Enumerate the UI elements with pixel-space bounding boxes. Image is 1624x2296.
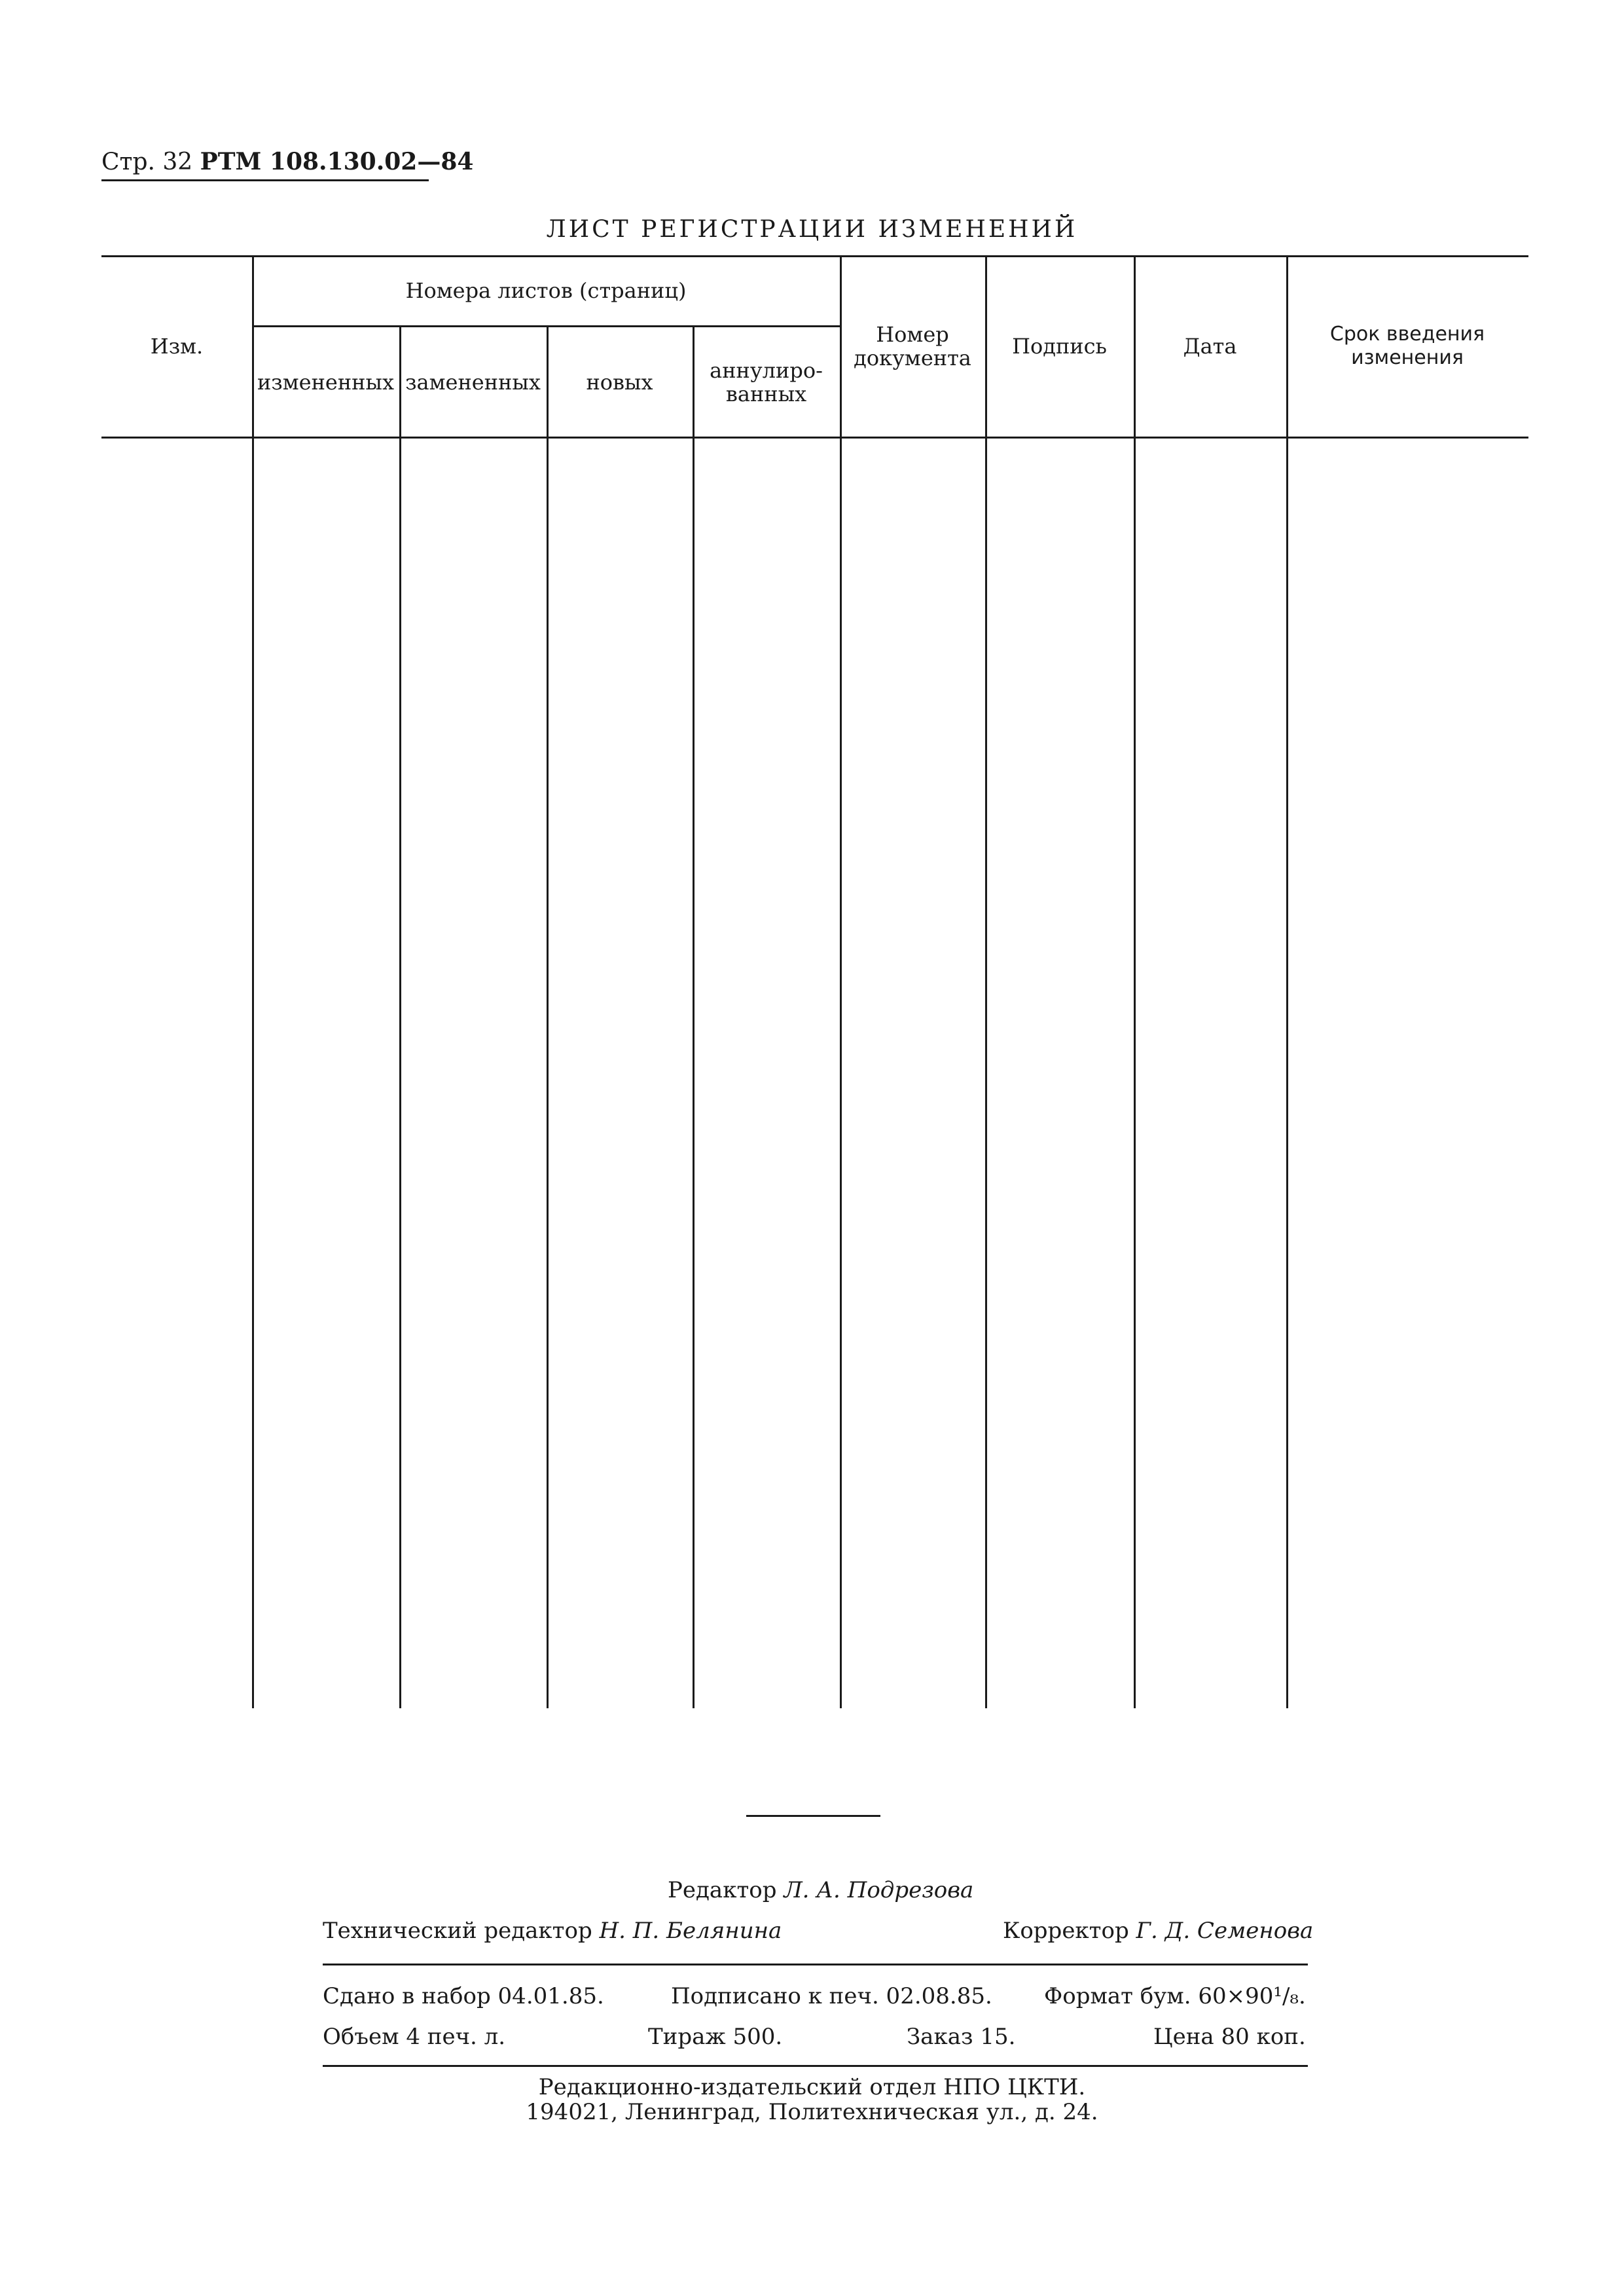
editor-name: Л. А. Подрезова (784, 1877, 974, 1903)
price: Цена 80 коп. (1153, 2024, 1306, 2050)
document-code: РТМ 108.130.02—84 (200, 148, 474, 175)
editor-line (668, 1877, 973, 1903)
header-new: новых (586, 369, 653, 395)
header-underline (101, 179, 429, 181)
header-bottom-rule (101, 437, 1528, 439)
publisher-line-1: Редакционно-издательский отдел НПО ЦКТИ. (538, 2074, 1086, 2100)
print-run: Тираж 500. (648, 2024, 783, 2050)
tech-editor-line (323, 1918, 782, 1944)
imprint-bottom-rule (323, 2065, 1308, 2067)
imprint-top-rule (323, 1964, 1308, 1965)
page-header (101, 148, 473, 175)
order-number: Заказ 15. (907, 2024, 1016, 2050)
separator-rule (746, 1815, 880, 1817)
sheet-title: ЛИСТ РЕГИСТРАЦИИ ИЗМЕНЕНИЙ (546, 216, 1078, 243)
column-divider (547, 325, 549, 1708)
tech-editor-name: Н. П. Белянина (599, 1918, 782, 1944)
tech-editor-label: Технический редактор (323, 1918, 592, 1944)
corrector-line (1003, 1918, 1313, 1944)
publisher-line-2: 194021, Ленинград, Политехническая ул., д. 24. (526, 2099, 1098, 2125)
corrector-name: Г. Д. Семенова (1136, 1918, 1314, 1944)
header-sheet-numbers: Номера листов (страниц) (405, 278, 687, 303)
header-date: Дата (1183, 333, 1237, 359)
column-divider (985, 255, 987, 1708)
header-signature: Подпись (1012, 333, 1107, 359)
column-divider (1286, 255, 1288, 1708)
editor-label: Редактор (668, 1877, 777, 1903)
column-divider (252, 255, 254, 1708)
header-annulled: аннулиро- ванных (710, 357, 823, 406)
column-divider (693, 325, 695, 1708)
signed-date: Подписано к печ. 02.08.85. (671, 1983, 992, 2009)
header-replaced: замененных (405, 369, 541, 395)
page-number: Стр. 32 (101, 149, 193, 175)
column-divider (1134, 255, 1136, 1708)
header-effective-term: Срок введения изменения (1329, 322, 1485, 369)
volume: Объем 4 печ. л. (323, 2024, 506, 2050)
submitted-date: Сдано в набор 04.01.85. (323, 1983, 604, 2009)
column-divider (399, 325, 401, 1708)
paper-format: Формат бум. 60×90¹/₈. (1044, 1983, 1306, 2009)
column-divider (840, 255, 842, 1708)
header-document-number: Номер документа (854, 321, 971, 370)
header-izm: Изм. (150, 333, 204, 359)
corrector-label: Корректор (1003, 1918, 1129, 1944)
header-changed: измененных (257, 369, 395, 395)
